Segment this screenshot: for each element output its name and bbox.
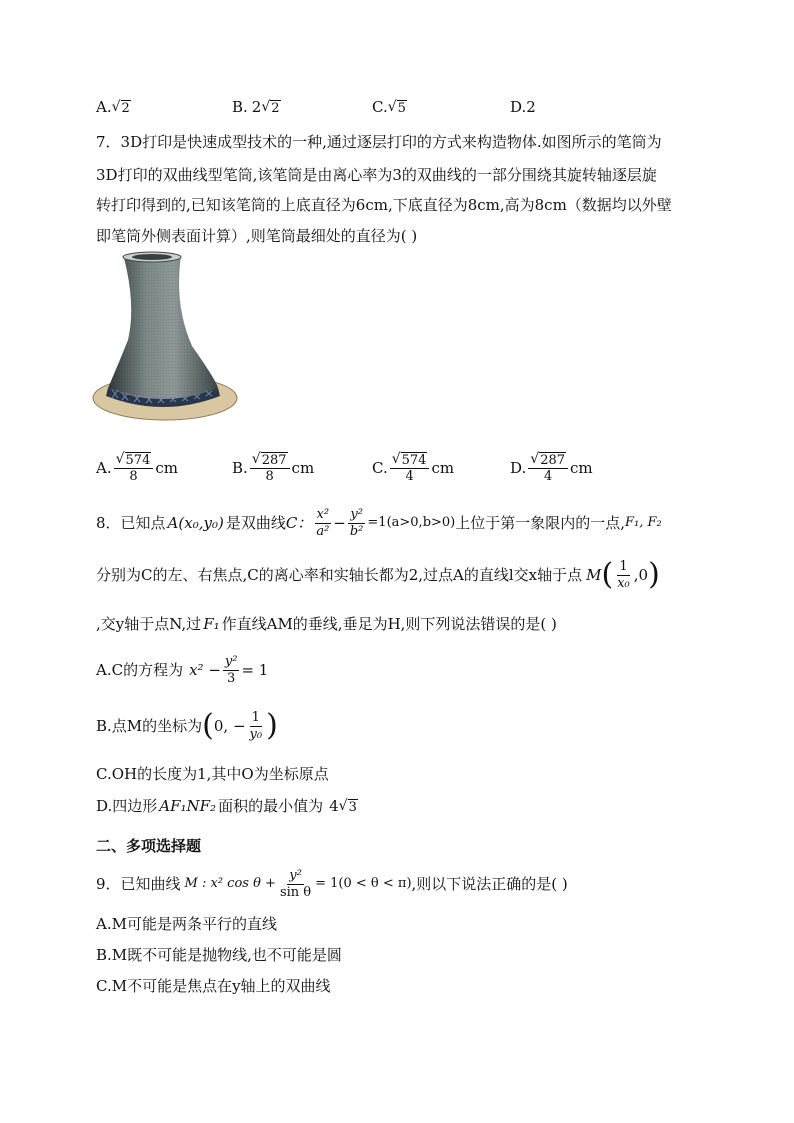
radicand: 2 bbox=[121, 100, 130, 116]
radicand: 287 bbox=[261, 453, 287, 468]
option-label: D. bbox=[510, 459, 527, 477]
sqrt-expression: √ 5 bbox=[387, 98, 406, 116]
sqrt-expression: √ 2 bbox=[261, 98, 280, 116]
option-label: B. bbox=[232, 459, 248, 477]
coefficient: 2 bbox=[251, 98, 262, 116]
fraction: $\frac{1}{\text{x₀}}$ bbox=[617, 558, 630, 591]
foci-labels: F₁, F₂ bbox=[625, 515, 662, 530]
unit: cm bbox=[291, 459, 315, 477]
option-label: C. bbox=[372, 98, 388, 116]
fraction: $\frac{\text{x²}}{\text{a²}}$ bbox=[316, 506, 330, 539]
q9-option-a: A.M可能是两条平行的直线 bbox=[96, 915, 277, 933]
q7-line-4: 即笔筒外侧表面计算）,则笔筒最细处的直径为( ) bbox=[96, 227, 418, 245]
equation-tail: =1(a>0,b>0) bbox=[367, 515, 456, 530]
option-label: A. bbox=[96, 98, 112, 116]
q7-line-3: 转打印得到的,已知该笔筒的上底直径为6cm,下底直径为8cm,高为8cm（数据均以外壁 bbox=[96, 196, 672, 214]
q7-option-a bbox=[96, 448, 178, 488]
q8-line-1: 8．已知点 A(x₀,y₀) 是双曲线 C： $\frac{\text{x²}}{\text{a²}}$ − $\frac{\text{y²}}{\text{b²}}$ =1(a>0,b>0) 上位于第一象限内的一点, F₁, F₂ bbox=[96, 505, 662, 541]
option-label: D.2 bbox=[510, 98, 536, 116]
denominator: 8 bbox=[265, 469, 274, 484]
q8-option-d: D.四边形 AF₁NF₂ 面积的最小值为 4 √ 3 bbox=[96, 797, 357, 815]
q7-line-2: 3D打印的双曲线型笔筒,该笔筒是由离心率为3的双曲线的一部分围绕其旋转轴逐层旋 bbox=[96, 166, 657, 184]
focus-f1: F₁ bbox=[203, 615, 220, 633]
fraction: √ 574 8 bbox=[114, 451, 154, 485]
q8-option-a: A.C的方程为 x² − $\frac{\text{y²}}{3}$ = 1 bbox=[96, 653, 269, 686]
q8-option-b: B.点M的坐标为 ( 0, − $\frac{1}{\text{y₀}}$ ) bbox=[96, 708, 278, 743]
q8-option-c: C.OH的长度为1,其中O为坐标原点 bbox=[96, 765, 329, 783]
unit: cm bbox=[570, 459, 593, 477]
q7-option-d bbox=[510, 448, 593, 488]
radicand: 574 bbox=[125, 453, 151, 468]
curve-equation: M : x² cos θ + bbox=[184, 876, 276, 891]
fraction: $\frac{\text{y²}}{\text{sin θ}}$ bbox=[279, 867, 312, 900]
fraction: $\frac{1}{\text{y₀}}$ bbox=[249, 709, 263, 742]
q6-option-a bbox=[96, 90, 131, 124]
radicand: 574 bbox=[401, 453, 427, 468]
sqrt-expression: √ 3 bbox=[338, 797, 357, 815]
q6-option-d bbox=[510, 90, 536, 124]
quadrilateral-label: AF₁NF₂ bbox=[159, 797, 217, 815]
radicand: 287 bbox=[540, 453, 566, 468]
fraction: √ 287 8 bbox=[250, 451, 290, 485]
point-a: A(x₀,y₀) bbox=[167, 514, 224, 532]
q6-options bbox=[96, 90, 656, 124]
q8-line-2: 分别为C的左、右焦点,C的离心率和实轴长都为2,过点A的直线l交x轴于点 M ( $\frac{1}{\text{x₀}}$ ,0 ) bbox=[96, 557, 660, 592]
fraction: √ 574 4 bbox=[390, 451, 430, 485]
radicand: 2 bbox=[271, 100, 280, 116]
denominator: 4 bbox=[405, 469, 414, 484]
fraction: $\frac{\text{y²}}{3}$ bbox=[224, 653, 238, 686]
sqrt-expression: √ 2 bbox=[111, 98, 130, 116]
option-label: B. bbox=[232, 98, 248, 116]
point-m: M bbox=[586, 566, 602, 584]
q9-option-b: B.M既不可能是抛物线,也不可能是圆 bbox=[96, 946, 342, 964]
section-heading: 二、多项选择题 bbox=[96, 837, 202, 855]
q7-option-c bbox=[372, 448, 454, 488]
fraction: $\frac{\text{y²}}{\text{b²}}$ bbox=[349, 506, 364, 539]
q8-line-3: ,交y轴于点N,过 F₁ 作直线AM的垂线,垂足为H,则下列说法错误的是( ) bbox=[96, 615, 557, 633]
q9-option-c: C.M不可能是焦点在y轴上的双曲线 bbox=[96, 977, 331, 995]
pen-holder-illustration bbox=[88, 250, 238, 425]
q7-options bbox=[96, 448, 656, 488]
q6-option-c bbox=[372, 90, 407, 124]
unit: cm bbox=[155, 459, 178, 477]
curve-label: C： bbox=[285, 514, 313, 532]
radicand: 3 bbox=[348, 799, 357, 815]
q9-stem: 9．已知曲线 M : x² cos θ + $\frac{\text{y²}}{\text{sin θ}}$ = 1(0 < θ < π) ,则以下说法正确的是( ) bbox=[96, 866, 568, 902]
fraction: √ 287 4 bbox=[528, 451, 568, 485]
denominator: 4 bbox=[544, 469, 553, 484]
radicand: 5 bbox=[397, 100, 406, 116]
q7-line-1: 7．3D打印是快速成型技术的一种,通过逐层打印的方式来构造物体.如图所示的笔筒为 bbox=[96, 133, 662, 151]
q7-option-b bbox=[232, 448, 314, 488]
unit: cm bbox=[431, 459, 455, 477]
q6-option-b bbox=[232, 90, 281, 124]
option-label: C. bbox=[372, 459, 388, 477]
hyperbolic-pen-holder-icon bbox=[88, 250, 238, 425]
denominator: 8 bbox=[129, 469, 138, 484]
option-label: A. bbox=[96, 459, 112, 477]
